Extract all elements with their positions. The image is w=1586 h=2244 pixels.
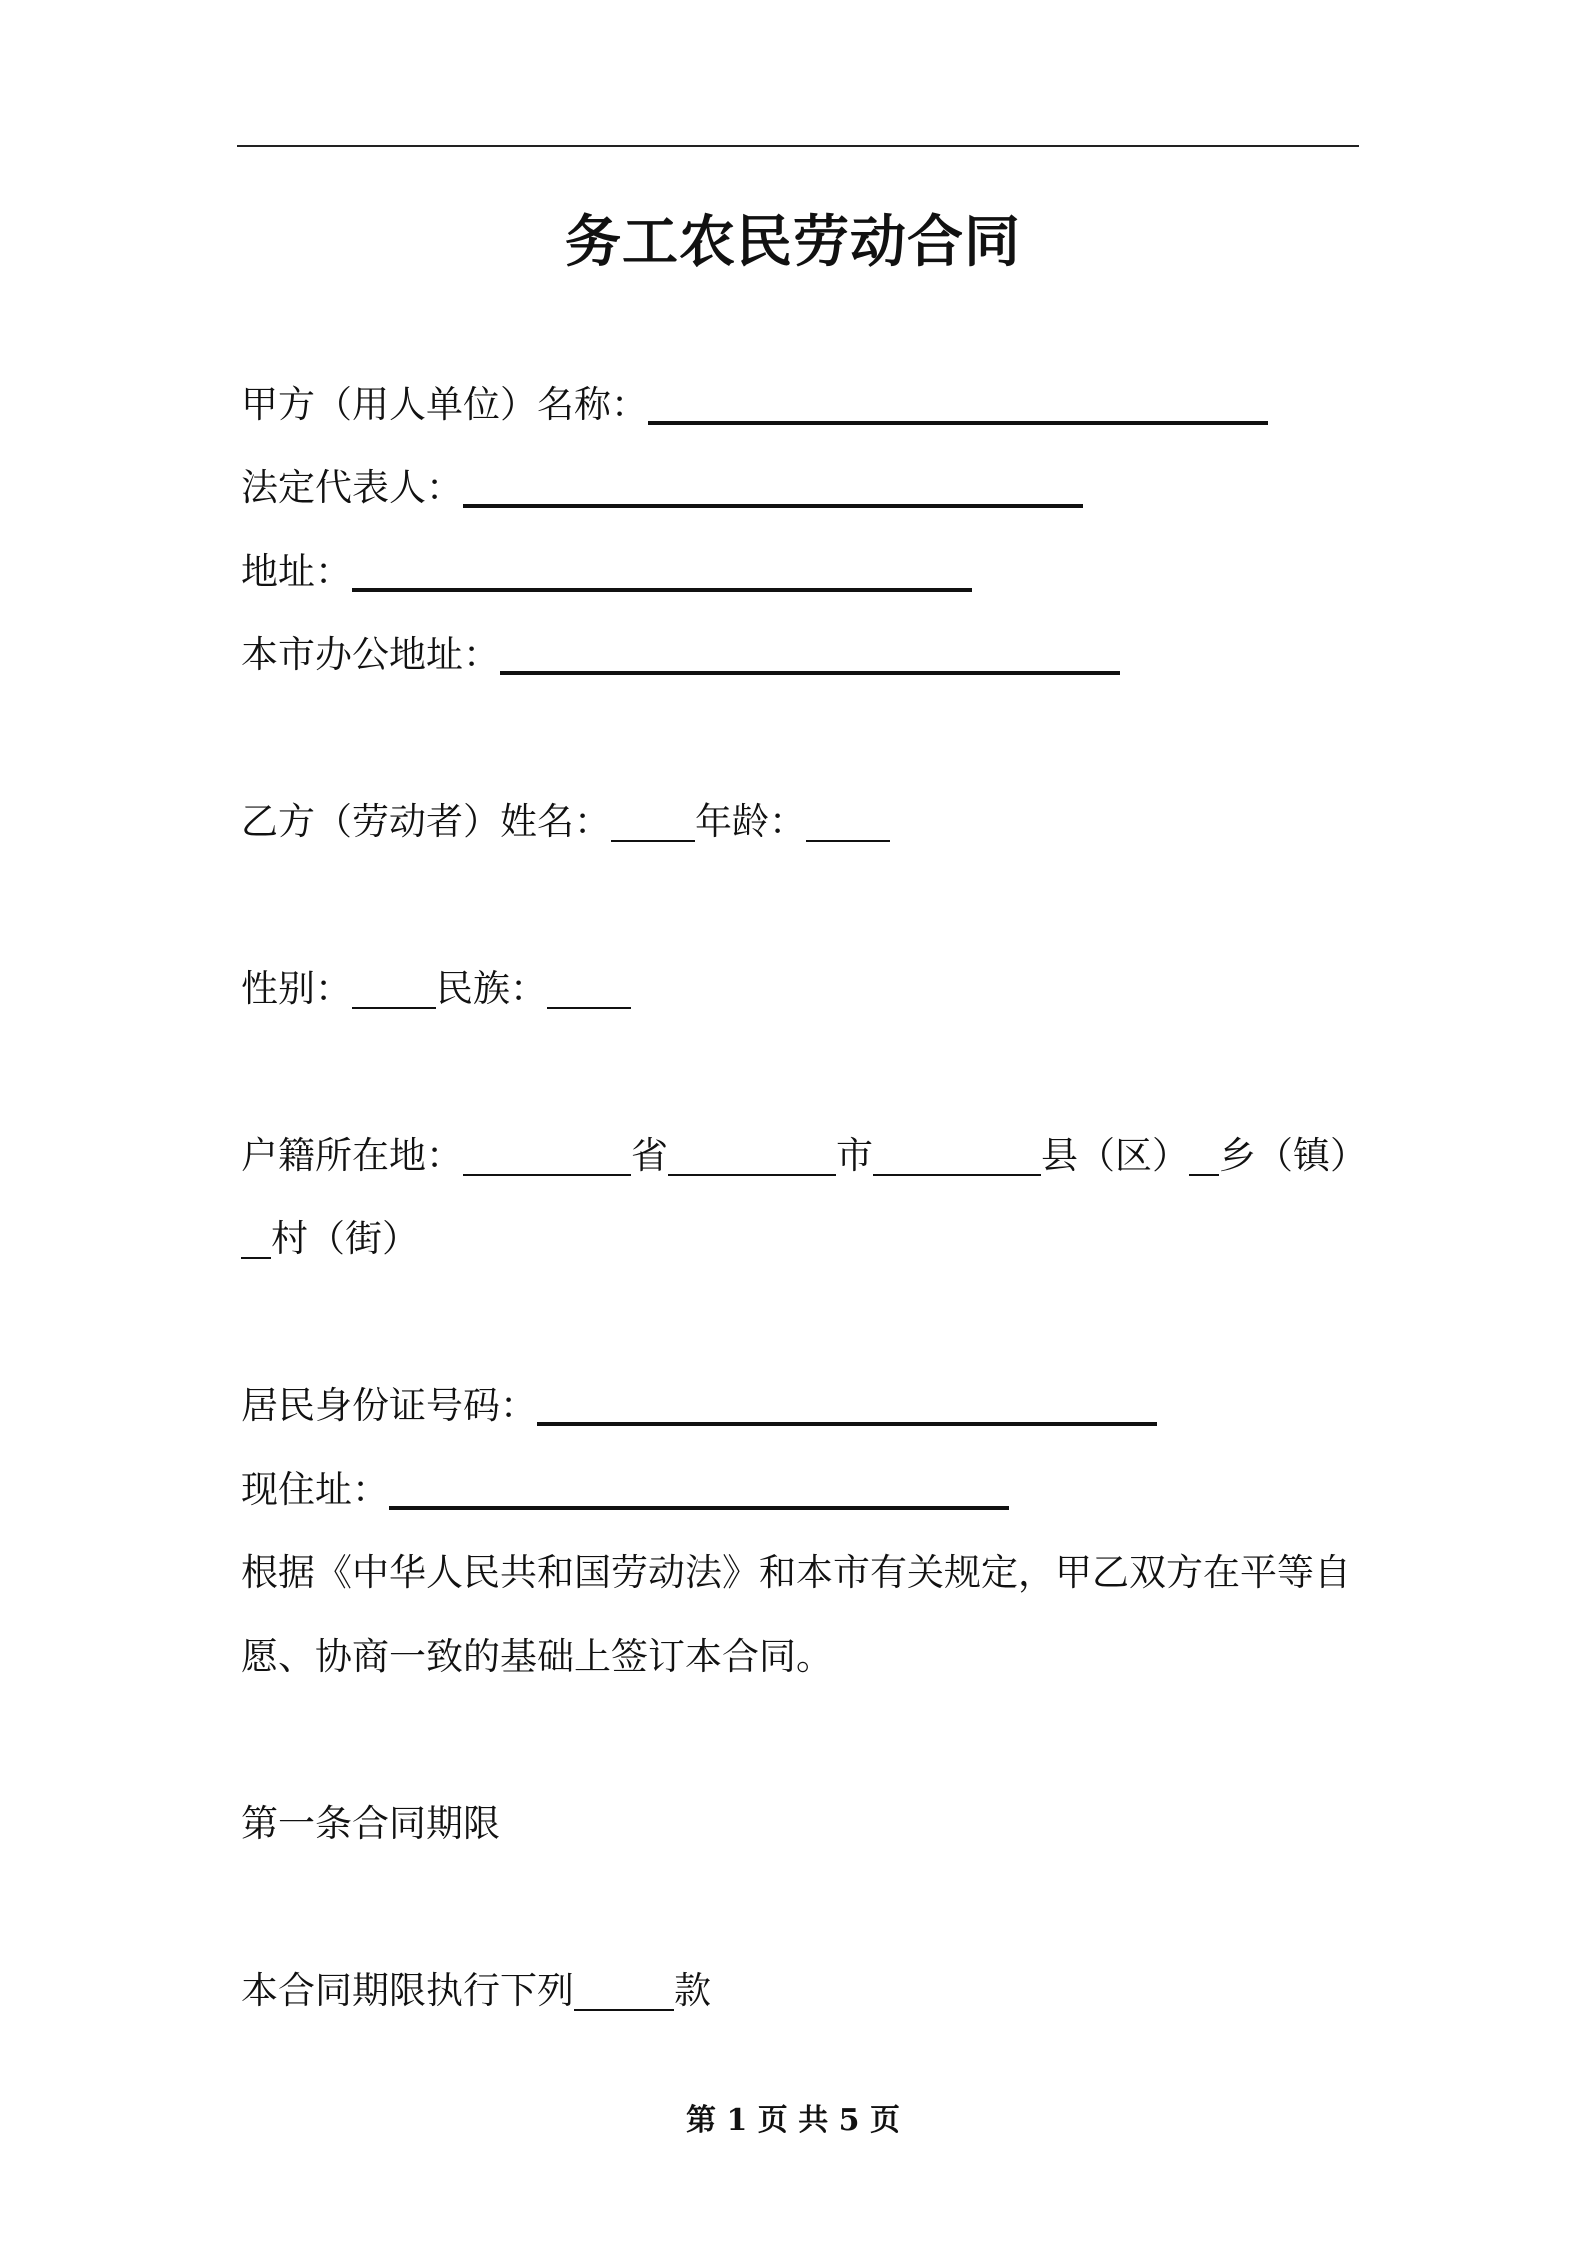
village-field[interactable] <box>241 1257 271 1259</box>
article-1-clause-field[interactable] <box>574 2009 674 2011</box>
township-label: 乡（镇） <box>1219 1134 1367 1177</box>
county-label: 县（区） <box>1041 1134 1189 1177</box>
document-title: 务工农民劳动合同 <box>565 210 1021 275</box>
ethnicity-label: 民族： <box>436 967 547 1010</box>
party-a-name-field[interactable] <box>648 421 1268 425</box>
party-b-name-field[interactable] <box>611 840 695 842</box>
id-line <box>241 1381 1157 1431</box>
current-address-line <box>241 1465 1009 1515</box>
party-b-name-label: 乙方（劳动者）姓名： <box>241 800 611 843</box>
party-a-name-label: 甲方（用人单位）名称： <box>241 383 648 426</box>
city-field[interactable] <box>668 1174 836 1176</box>
address-line <box>241 547 972 597</box>
office-address-line <box>241 630 1120 680</box>
village-line <box>241 1214 419 1264</box>
city-label: 市 <box>836 1134 873 1177</box>
address-field[interactable] <box>352 588 972 592</box>
current-address-field[interactable] <box>389 1506 1009 1510</box>
ethnicity-field[interactable] <box>547 1007 631 1009</box>
legal-rep-field[interactable] <box>463 504 1083 508</box>
gender-line <box>241 964 631 1014</box>
hukou-label: 户籍所在地： <box>241 1134 463 1177</box>
village-label: 村（街） <box>271 1217 419 1260</box>
preamble-line-2: 愿、协商一致的基础上签订本合同。 <box>241 1635 833 1678</box>
page-footer: 第 1 页 共 5 页 <box>686 2103 900 2138</box>
current-address-label: 现住址： <box>241 1468 389 1511</box>
id-label: 居民身份证号码： <box>241 1384 537 1427</box>
preamble-line-1: 根据《中华人民共和国劳动法》和本市有关规定，甲乙双方在平等自 <box>241 1551 1351 1594</box>
age-field[interactable] <box>806 840 890 842</box>
article-1-heading: 第一条合同期限 <box>241 1802 500 1845</box>
legal-rep-label: 法定代表人： <box>241 466 463 509</box>
office-address-label: 本市办公地址： <box>241 633 500 676</box>
header-rule <box>237 145 1359 147</box>
gender-field[interactable] <box>352 1007 436 1009</box>
hukou-line <box>241 1131 1367 1181</box>
province-label: 省 <box>631 1134 668 1177</box>
article-1-text-b: 款 <box>674 1969 711 2012</box>
gender-label: 性别： <box>241 967 352 1010</box>
article-1-text-a: 本合同期限执行下列 <box>241 1969 574 2012</box>
article-1-text-line <box>241 1966 711 2016</box>
address-label: 地址： <box>241 550 352 593</box>
province-field[interactable] <box>463 1174 631 1176</box>
party-a-name-line <box>241 380 1268 430</box>
township-field[interactable] <box>1189 1174 1219 1176</box>
office-address-field[interactable] <box>500 671 1120 675</box>
id-field[interactable] <box>537 1422 1157 1426</box>
county-field[interactable] <box>873 1174 1041 1176</box>
party-b-name-line <box>241 797 890 847</box>
age-label: 年龄： <box>695 800 806 843</box>
legal-rep-line <box>241 463 1083 513</box>
